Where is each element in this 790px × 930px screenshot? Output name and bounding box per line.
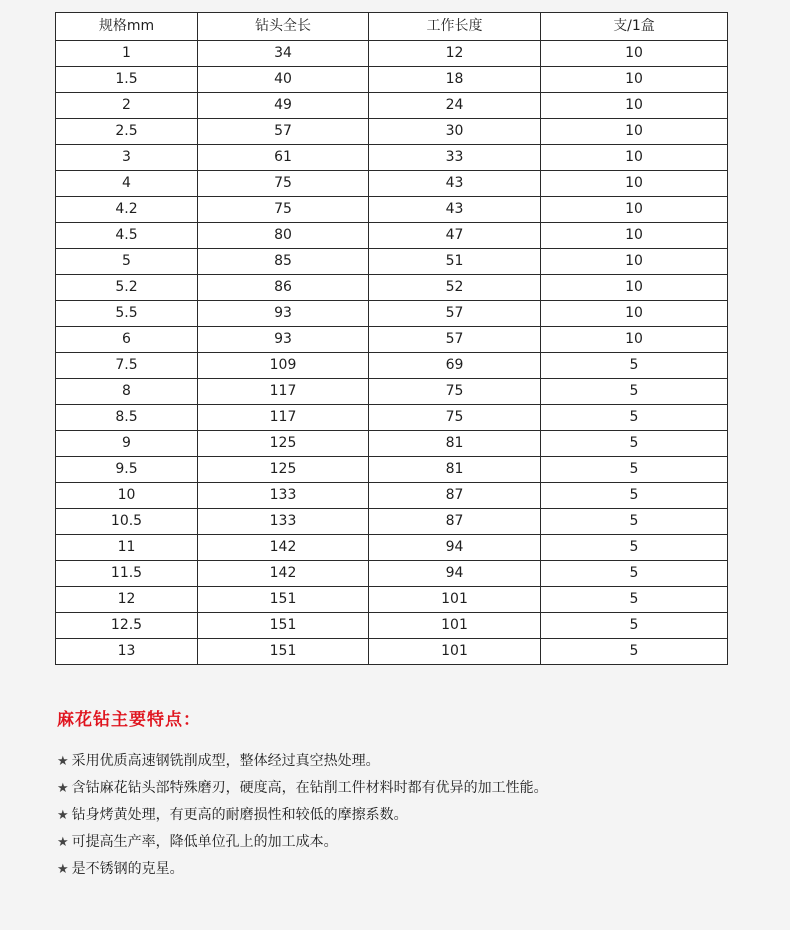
cell-size: 2	[56, 93, 198, 119]
star-icon: ★	[57, 754, 69, 769]
header-total-length: 钻头全长	[198, 13, 369, 41]
cell-total-length: 151	[198, 613, 369, 639]
cell-size: 9.5	[56, 457, 198, 483]
feature-text: 采用优质高速钢铣削成型，整体经过真空热处理。	[71, 753, 380, 769]
cell-working-length: 94	[369, 535, 541, 561]
cell-size: 11.5	[56, 561, 198, 587]
cell-working-length: 57	[369, 327, 541, 353]
table-body	[56, 41, 728, 665]
table-row	[56, 171, 728, 197]
cell-size: 10	[56, 483, 198, 509]
spec-table	[55, 12, 728, 665]
cell-total-length: 142	[198, 561, 369, 587]
cell-qty-per-box: 10	[541, 67, 728, 93]
cell-qty-per-box: 5	[541, 561, 728, 587]
cell-size: 7.5	[56, 353, 198, 379]
header-working-length: 工作长度	[369, 13, 541, 41]
cell-total-length: 57	[198, 119, 369, 145]
cell-qty-per-box: 10	[541, 223, 728, 249]
cell-size: 4.2	[56, 197, 198, 223]
cell-total-length: 61	[198, 145, 369, 171]
list-item	[57, 748, 548, 775]
cell-working-length: 52	[369, 275, 541, 301]
cell-size: 1	[56, 41, 198, 67]
cell-size: 9	[56, 431, 198, 457]
cell-size: 11	[56, 535, 198, 561]
cell-total-length: 125	[198, 431, 369, 457]
cell-size: 5.5	[56, 301, 198, 327]
cell-size: 12.5	[56, 613, 198, 639]
cell-working-length: 75	[369, 379, 541, 405]
cell-qty-per-box: 10	[541, 145, 728, 171]
cell-working-length: 24	[369, 93, 541, 119]
cell-qty-per-box: 5	[541, 587, 728, 613]
cell-size: 5.2	[56, 275, 198, 301]
list-item	[57, 802, 548, 829]
cell-working-length: 75	[369, 405, 541, 431]
cell-total-length: 93	[198, 301, 369, 327]
table-row	[56, 405, 728, 431]
star-icon: ★	[57, 808, 69, 823]
list-item	[57, 856, 548, 883]
cell-qty-per-box: 5	[541, 405, 728, 431]
cell-qty-per-box: 5	[541, 639, 728, 665]
cell-qty-per-box: 5	[541, 509, 728, 535]
cell-size: 4	[56, 171, 198, 197]
cell-size: 10.5	[56, 509, 198, 535]
cell-qty-per-box: 5	[541, 613, 728, 639]
list-item	[57, 829, 548, 856]
cell-total-length: 80	[198, 223, 369, 249]
cell-qty-per-box: 10	[541, 249, 728, 275]
table-row	[56, 457, 728, 483]
cell-qty-per-box: 5	[541, 535, 728, 561]
table-row	[56, 353, 728, 379]
cell-working-length: 43	[369, 171, 541, 197]
cell-total-length: 34	[198, 41, 369, 67]
cell-total-length: 151	[198, 639, 369, 665]
cell-working-length: 94	[369, 561, 541, 587]
cell-qty-per-box: 10	[541, 119, 728, 145]
table-row	[56, 145, 728, 171]
cell-total-length: 133	[198, 509, 369, 535]
cell-working-length: 81	[369, 457, 541, 483]
star-icon: ★	[57, 781, 69, 796]
table-header-row	[56, 13, 728, 41]
table-row	[56, 509, 728, 535]
cell-total-length: 40	[198, 67, 369, 93]
cell-working-length: 12	[369, 41, 541, 67]
table-row	[56, 561, 728, 587]
table-row	[56, 327, 728, 353]
cell-qty-per-box: 10	[541, 327, 728, 353]
cell-size: 6	[56, 327, 198, 353]
cell-total-length: 86	[198, 275, 369, 301]
cell-working-length: 57	[369, 301, 541, 327]
cell-size: 8	[56, 379, 198, 405]
cell-working-length: 101	[369, 613, 541, 639]
cell-qty-per-box: 10	[541, 41, 728, 67]
cell-qty-per-box: 10	[541, 301, 728, 327]
table-row	[56, 483, 728, 509]
feature-text: 钻身烤黄处理，有更高的耐磨损性和较低的摩擦系数。	[71, 807, 408, 823]
cell-qty-per-box: 5	[541, 379, 728, 405]
cell-total-length: 75	[198, 171, 369, 197]
cell-qty-per-box: 10	[541, 275, 728, 301]
cell-size: 13	[56, 639, 198, 665]
cell-total-length: 75	[198, 197, 369, 223]
cell-qty-per-box: 5	[541, 457, 728, 483]
cell-qty-per-box: 5	[541, 483, 728, 509]
table-row	[56, 379, 728, 405]
table-row	[56, 275, 728, 301]
table-row	[56, 639, 728, 665]
table-row	[56, 67, 728, 93]
table-row	[56, 587, 728, 613]
table-row	[56, 41, 728, 67]
cell-size: 12	[56, 587, 198, 613]
table-row	[56, 431, 728, 457]
cell-qty-per-box: 5	[541, 353, 728, 379]
cell-working-length: 51	[369, 249, 541, 275]
features-list	[57, 748, 548, 883]
cell-total-length: 125	[198, 457, 369, 483]
table-row	[56, 535, 728, 561]
table-row	[56, 249, 728, 275]
star-icon: ★	[57, 835, 69, 850]
cell-working-length: 47	[369, 223, 541, 249]
cell-qty-per-box: 10	[541, 171, 728, 197]
cell-working-length: 101	[369, 639, 541, 665]
cell-total-length: 133	[198, 483, 369, 509]
cell-working-length: 87	[369, 509, 541, 535]
header-qty-per-box: 支/1盒	[541, 13, 728, 41]
cell-total-length: 142	[198, 535, 369, 561]
star-icon: ★	[57, 862, 69, 877]
cell-total-length: 151	[198, 587, 369, 613]
cell-total-length: 117	[198, 405, 369, 431]
cell-working-length: 101	[369, 587, 541, 613]
cell-size: 2.5	[56, 119, 198, 145]
cell-size: 8.5	[56, 405, 198, 431]
table-row	[56, 93, 728, 119]
cell-working-length: 87	[369, 483, 541, 509]
cell-working-length: 43	[369, 197, 541, 223]
cell-size: 5	[56, 249, 198, 275]
table-row	[56, 301, 728, 327]
cell-working-length: 18	[369, 67, 541, 93]
table-row	[56, 197, 728, 223]
cell-working-length: 81	[369, 431, 541, 457]
feature-text: 是不锈钢的克星。	[71, 861, 184, 877]
features-title: 麻花钻主要特点：	[57, 710, 201, 730]
feature-text: 含钴麻花钻头部特殊磨刃，硬度高，在钻削工件材料时都有优异的加工性能。	[71, 780, 548, 796]
cell-total-length: 117	[198, 379, 369, 405]
feature-text: 可提高生产率，降低单位孔上的加工成本。	[71, 834, 338, 850]
cell-size: 1.5	[56, 67, 198, 93]
cell-total-length: 109	[198, 353, 369, 379]
cell-total-length: 93	[198, 327, 369, 353]
cell-working-length: 69	[369, 353, 541, 379]
cell-qty-per-box: 10	[541, 93, 728, 119]
cell-working-length: 33	[369, 145, 541, 171]
cell-qty-per-box: 5	[541, 431, 728, 457]
table-row	[56, 613, 728, 639]
list-item	[57, 775, 548, 802]
table-row	[56, 223, 728, 249]
cell-size: 4.5	[56, 223, 198, 249]
cell-size: 3	[56, 145, 198, 171]
header-size: 规格mm	[56, 13, 198, 41]
cell-qty-per-box: 10	[541, 197, 728, 223]
table-row	[56, 119, 728, 145]
cell-total-length: 85	[198, 249, 369, 275]
cell-total-length: 49	[198, 93, 369, 119]
cell-working-length: 30	[369, 119, 541, 145]
